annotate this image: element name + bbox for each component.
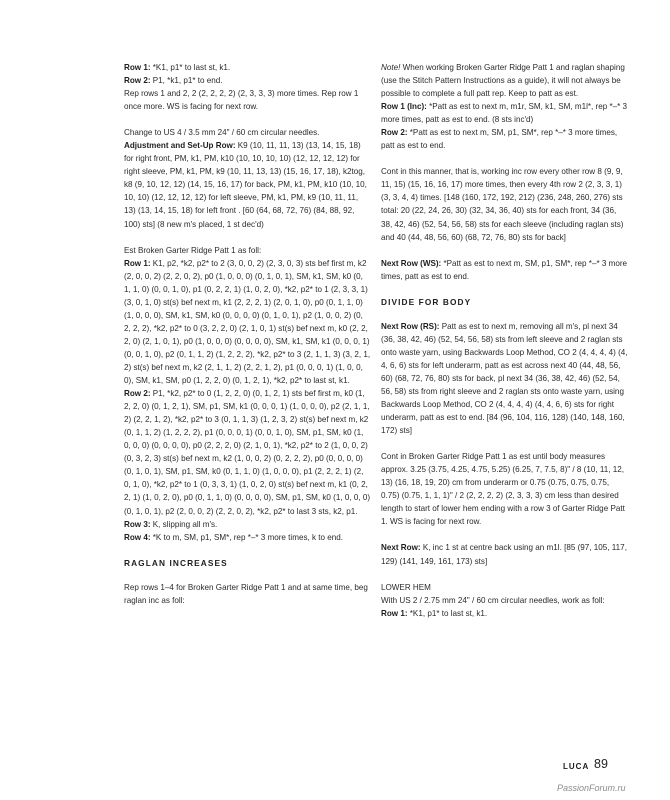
row-text: Patt as est to next m, removing all m's, pl next 34 (36, 38, 42, 46) (52, 54, 56, 58) sts from left sleeve and 2 raglan sts onto waste yarn, using Backwards Loop Method, CO 2 (4, 4, 4, 4) (4, 4, 6, 6) sts for left underarm, patt as est across next 40 (44, 48, 56, 60) (68, 72, 76, 80) sts for back, pl next 34 (36, 38, 42, 46) (52, 54, 56, 58) sts from right sleeve and 2 raglan sts onto waste yarn, using Backwards Loop Method, CO 2 (4, 4, 4, 4) (4, 4, 6, 6) sts for right underarm, patt as est to end. [84 (96, 104, 116, 128) (140, 148, 160, 172) sts] [381, 321, 628, 436]
row-label: Row 2: [124, 76, 151, 86]
paragraph [124, 139, 371, 230]
right-column [381, 61, 628, 620]
section-heading: DIVIDE FOR BODY [381, 296, 472, 307]
paragraph: Rep rows 1–4 for Broken Garter Ridge Patt 1 and at same time, beg raglan inc as foll: [124, 582, 368, 605]
paragraph: Cont in Broken Garter Ridge Patt 1 as est until body measures approx. 3.25 (3.75, 4.25, 4.75, 5.25) (6.25, 7, 7.5, 8)" / 8 (10, 11, 12, 13) (16, 18, 19, 20) cm from underarm or 0.75 (0.75, 0.75, 0.75, 0.75) (0.75, 1, 1, 1)" / 2 (2, 2, 2, 2) (2, 3, 3, 3) cm less than desired length to start of lower hem ending with a row 3 of Garter Ridge Patt 1. WS is facing for next row. [381, 452, 625, 527]
row-text: *Patt as est to next m, SM, p1, SM*, rep *–* 3 more times, patt as est to end. [381, 128, 618, 151]
row-text: *Patt as est to next m, SM, p1, SM*, rep *–* 3 more times, patt as est to end. [381, 258, 628, 281]
pattern-name: LUCA [563, 762, 590, 771]
paragraph [124, 531, 371, 544]
paragraph [124, 518, 371, 531]
row-text: K1, p2, *k2, p2* to 2 (3, 0, 0, 2) (2, 3, 0, 3) sts bef first m, k2 (2, 0, 0, 2) (2, 2, 0, 2), p0 (1, 0, 0, 0) (0, 1, 0, 1), SM, k1, SM, k0 (0, 1, 1, 0) (0, 0, 1, 0), p1 (0, 2, 2, 1) (1, 0, 2, 0), *k2, p2* to 1 (2, 3, 3, 1) (3, 0, 1, 0) st(s) bef next m, k1 (2, 2, 2, 1) (2, 0, 1, 0), p0 (0, 1, 1, 0) (1, 0, 0, 0), SM, k1, SM, k0 (0, 0, 0, 0) (0, 1, 0, 1), p2 (1, 0, 0, 2) (0, 2, 2, 2), *k2, p2* to 0 (3, 2, 2, 0) (2, 1, 0, 1) st(s) bef next m, k0 (2, 2, 2, 0) (2, 1, 0, 1), p0 (1, 0, 0, 0) (0, 0, 0, 0), SM, k1, SM, k1 (0, 0, 0, 1) (0, 0, 1, 0), p2 (0, 1, 1, 2) (1, 2, 2, 2), *k2, p2* to 3 (2, 1, 1, 3) (3, 2, 1, 2) st(s) bef next m, k2 (2, 1, 1, 2) (2, 2, 1, 2), p1 (0, 0, 0, 1) (1, 0, 0, 0), SM, k1, SM, p0 (1, 2, 2, 0) (0, 1, 2, 1), *k2, p2* to last st, k1. [124, 258, 371, 386]
row-text: P1, *k2, p2* to 0 (1, 2, 2, 0) (0, 1, 2, 1) sts bef first m, k0 (1, 2, 2, 0) (0, 1, 2, 1), SM, p1, SM, k1 (0, 0, 0, 1) (1, 0, 0, 0), p2 (2, 1, 1, 2) (2, 2, 1, 2), *k2, p2* to 3 (0, 1, 1, 3) (1, 2, 3, 2) st(s) bef next m, k2 (0, 1, 1, 2) (1, 2, 2, 2), p1 (0, 0, 0, 1) (0, 0, 1, 0), SM, p1, SM, k0 (1, 0, 0, 0) (0, 0, 0, 0), p0 (2, 2, 2, 0) (2, 1, 0, 1), *k2, p2* to 2 (1, 0, 0, 2) (0, 3, 2, 3) st(s) bef next m, k2 (1, 0, 0, 2) (0, 2, 2, 2), p0 (0, 0, 0, 0) (0, 1, 0, 1), SM, p1, SM, k0 (0, 1, 1, 0) (1, 0, 0, 0), p1 (2, 2, 2, 1) (2, 0, 1, 0), *k2, p2* to 1 (0, 3, 3, 1) (1, 0, 2, 0) st(s) bef next m, k1 (0, 2, 2, 1) (1, 0, 2, 0), p0 (0, 1, 1, 0) (0, 0, 0, 0), SM, p1, SM, k0 (1, 0, 0, 0) (0, 1, 0, 1), p2 (2, 0, 0, 2) (2, 2, 0, 2), *k2, p2* to last 3 sts, k2, p1. [124, 389, 371, 516]
row-label: Row 1: [124, 63, 151, 72]
left-column [124, 61, 371, 620]
paragraph [381, 257, 628, 283]
note-text: When working Broken Garter Ridge Patt 1 and raglan shaping (use the Stitch Pattern Instructions as a guide), it will not always be possible to complete a full patt rep. Keep to patt as est. [381, 63, 625, 99]
paragraph [124, 257, 371, 387]
row-label: Next Row (RS): [381, 321, 440, 331]
row-label: Row 2: [381, 128, 408, 138]
row-label: Row 4: [124, 532, 151, 542]
paragraph [381, 61, 628, 100]
row-label: Adjustment and Set-Up Row: [124, 141, 236, 151]
paragraph: Change to US 4 / 3.5 mm 24" / 60 cm circular needles. [124, 128, 320, 138]
paragraph [124, 74, 371, 87]
row-text: K9 (10, 11, 11, 13) (13, 14, 15, 18) for right front, PM, k1, PM, k10 (10, 10, 10, 10) (12, 12, 12, 12) for right sleeve, PM, k1, PM, k9 (10, 11, 13, 13) (15, 16, 17, 18), k2tog, k8 (9, 10, 12, 12) (14, 15, 16, 17) for back, PM, k1, PM, k10 (10, 10, 10, 10) (12, 12, 12, 12) for left sleeve, PM, k1, PM, k9 (10, 11, 11, 13) (13, 14, 15, 18) for left front . [60 (64, 68, 72, 76) (84, 88, 92, 100) sts] (8 new m's placed, 1 st dec'd) [124, 141, 367, 229]
row-text: *Patt as est to next m, m1r, SM, k1, SM, m1l*, rep *–* 3 more times, patt as est to end. (8 sts inc'd) [381, 102, 628, 125]
row-label: Next Row (WS): [381, 258, 442, 268]
row-text: *K1, p1* to last st, k1. [407, 608, 488, 618]
paragraph: Est Broken Garter Ridge Patt 1 as foll: [124, 245, 262, 255]
paragraph [381, 607, 628, 620]
paragraph [381, 126, 628, 152]
row-text: K, slipping all m's. [150, 519, 218, 529]
paragraph [381, 320, 628, 437]
paragraph [381, 541, 628, 567]
row-text: K, inc 1 st at centre back using an m1l. [85 (97, 105, 117, 129) (141, 149, 161, 173) sts] [381, 543, 627, 566]
row-label: Next Row: [381, 543, 421, 553]
note-label: Note! [381, 63, 401, 72]
paragraph: Rep rows 1 and 2, 2 (2, 2, 2, 2) (2, 3, 3, 3) more times. Rep row 1 once more. WS is facing for next row. [124, 89, 359, 112]
row-text: *K1, p1* to last st, k1. [150, 63, 231, 72]
row-label: Row 3: [124, 519, 151, 529]
row-text: P1, *k1, p1* to end. [150, 76, 223, 86]
paragraph: Cont in this manner, that is, working inc row every other row 8 (9, 9, 11, 15) (15, 16, 16, 17) more times, then every 4th row 2 (2, 3, 3, 1) (3, 3, 4, 4) times. [148 (160, 172, 192, 212) (236, 248, 260, 276) sts total: 20 (22, 24, 26, 30) (32, 34, 36, 40) sts for each front, 34 (36, 38, 42, 46) (52, 54, 56, 58) sts for each sleeve (including raglan sts) and 40 (44, 48, 56, 60) (68, 72, 76, 80) sts for back] [381, 167, 624, 242]
paragraph [381, 100, 628, 126]
subheading: LOWER HEM [381, 582, 431, 592]
row-label: Row 1 (Inc): [381, 102, 427, 112]
row-label: Row 1: [381, 608, 408, 618]
paragraph [124, 387, 371, 517]
row-label: Row 1: [124, 258, 151, 268]
watermark: PassionForum.ru [557, 783, 626, 793]
paragraph: With US 2 / 2.75 mm 24" / 60 cm circular needles, work as foll: [381, 595, 605, 605]
page-number: 89 [594, 757, 608, 771]
row-label: Row 2: [124, 389, 151, 399]
section-heading: RAGLAN INCREASES [124, 557, 228, 568]
row-text: *K to m, SM, p1, SM*, rep *–* 3 more times, k to end. [150, 532, 344, 542]
paragraph [124, 61, 371, 74]
